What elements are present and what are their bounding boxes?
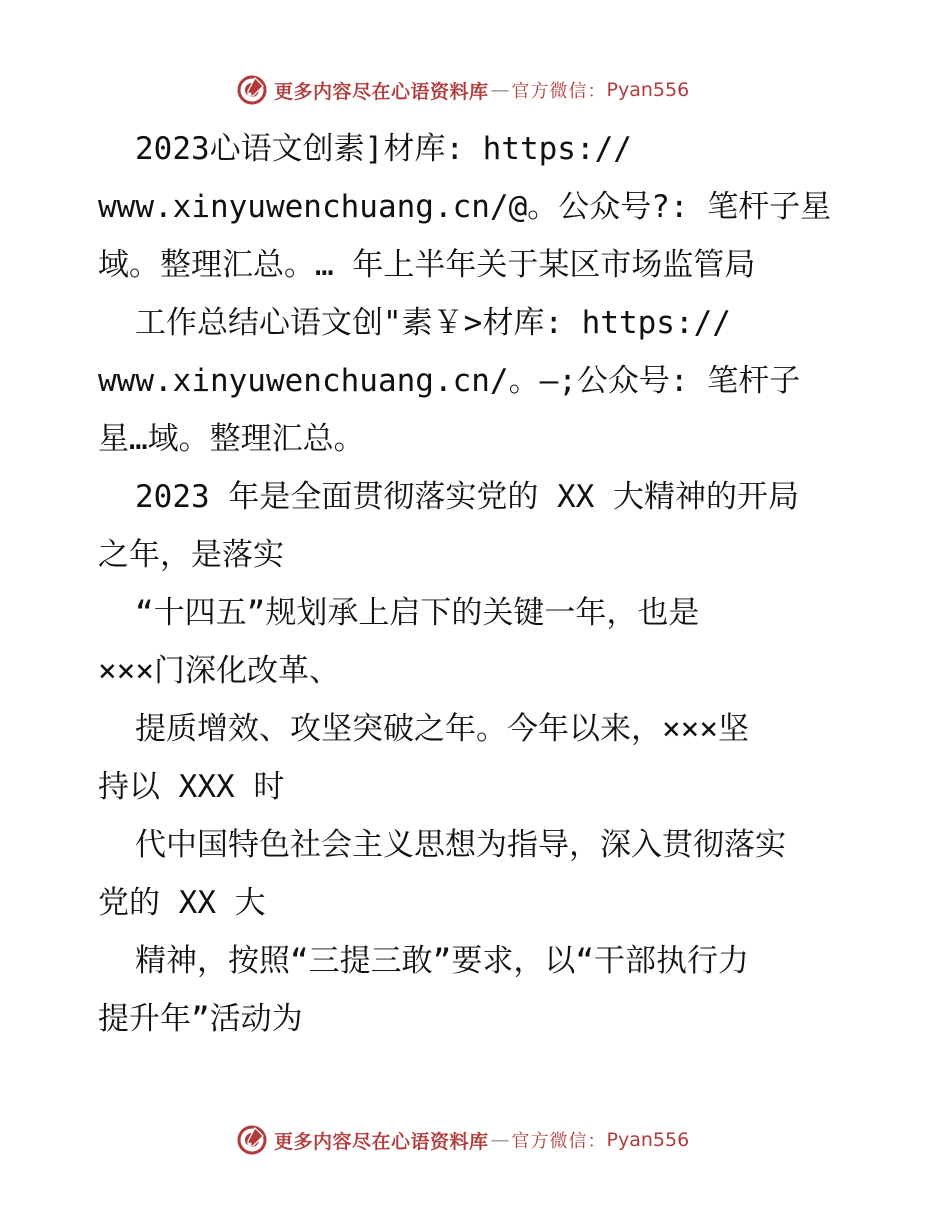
header-banner xyxy=(236,73,689,107)
text-line: 域。整理汇总。… 年上半年关于某区市场监管局 xyxy=(98,247,756,283)
footer-banner-separator: — xyxy=(490,1129,510,1151)
text-line: www.xinyuwenchuang.cn/。—;公众号: 笔杆子 xyxy=(98,363,801,399)
text-line: 星…域。整理汇总。 xyxy=(98,421,365,457)
text-line: ×××门深化改革、 xyxy=(98,653,340,689)
text-line: 2023 年是全面贯彻落实党的 XX 大精神的开局 xyxy=(135,479,799,515)
pen-logo-icon xyxy=(236,74,268,106)
pen-logo-icon xyxy=(236,1124,268,1156)
text-line: 之年，是落实 xyxy=(98,537,284,573)
text-line: 提升年”活动为 xyxy=(98,1001,303,1037)
text-line: 代中国特色社会主义思想为指导，深入贯彻落实 xyxy=(135,827,786,863)
footer-banner-text: 更多内容尽在心语资料库 xyxy=(274,1130,489,1153)
text-line: 工作总结心语文创"素￥>材库: https:// xyxy=(135,305,731,341)
text-line: 持以 XXX 时 xyxy=(98,769,285,805)
header-wechat-label: 官方微信： xyxy=(511,81,607,102)
text-line: www.xinyuwenchuang.cn/@。公众号?: 笔杆子星 xyxy=(98,189,832,225)
text-line: “十四五”规划承上启下的关键一年，也是 xyxy=(135,595,700,631)
text-line: 2023心语文创素]材库: https:// xyxy=(135,131,632,167)
header-wechat-id: Pyan556 xyxy=(606,79,690,101)
header-banner-separator: — xyxy=(490,79,510,101)
text-line: 提质增效、攻坚突破之年。今年以来，×××坚 xyxy=(135,711,749,747)
footer-wechat-id: Pyan556 xyxy=(606,1129,690,1151)
text-line: 精神，按照“三提三敢”要求，以“干部执行力 xyxy=(135,943,749,979)
footer-banner xyxy=(236,1123,689,1157)
header-banner-text: 更多内容尽在心语资料库 xyxy=(274,80,489,103)
text-line: 党的 XX 大 xyxy=(98,885,266,921)
footer-wechat-label: 官方微信： xyxy=(511,1131,607,1152)
